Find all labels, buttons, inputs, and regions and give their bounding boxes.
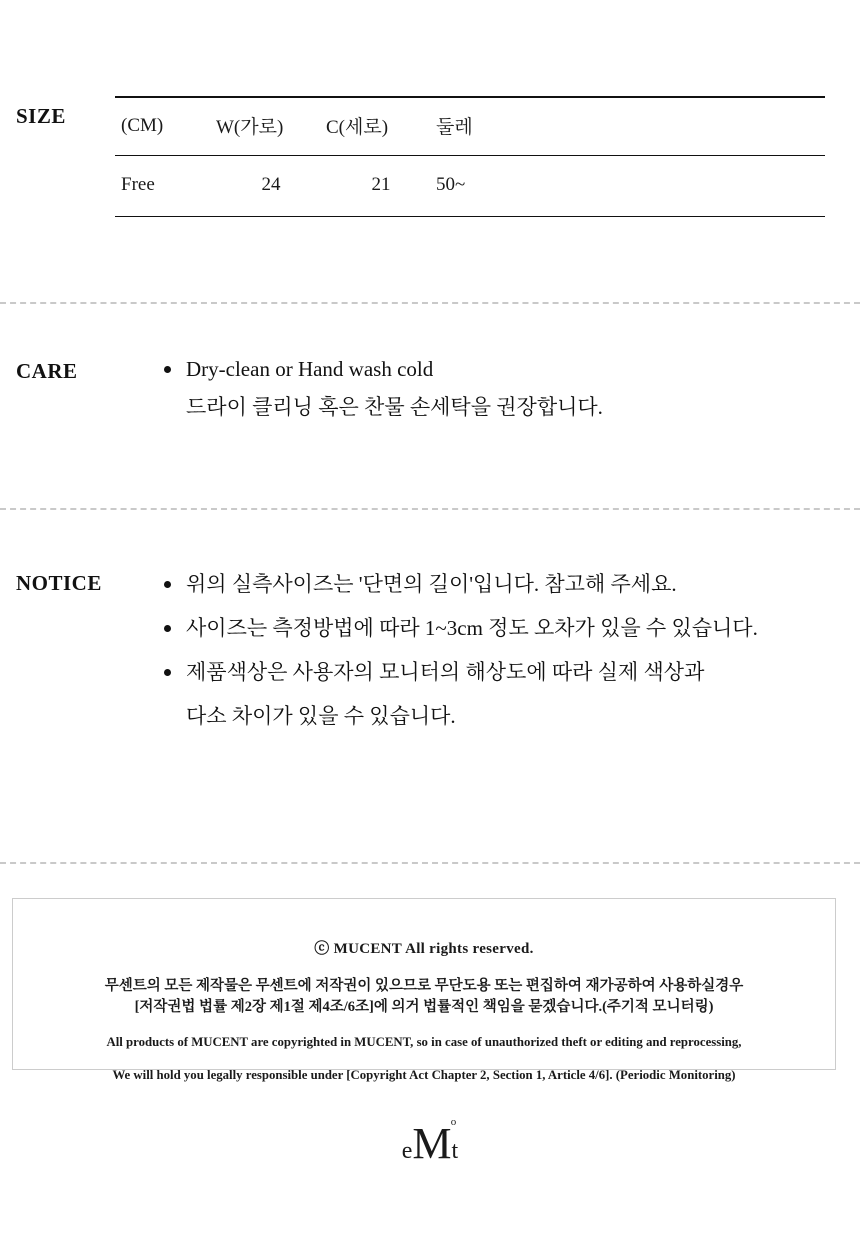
brand-logo [0,1118,860,1169]
notice-body [160,562,850,738]
section-divider-3 [0,862,860,864]
section-divider-2 [0,508,860,510]
list-item: 제품색상은 사용자의 모니터의 해상도에 따라 실제 색상과 [160,650,850,694]
size-cell-length: 21 [326,156,436,217]
notice-list [160,562,850,694]
size-header-circumference: 둘레 [436,97,825,156]
size-header-width: W(가로) [216,97,326,156]
size-header-length: C(세로) [326,97,436,156]
size-section-label: SIZE [16,104,66,128]
brand-logo-mark: o [450,1116,457,1128]
care-section-label: CARE [16,359,78,383]
list-item: 사이즈는 측정방법에 따라 1~3cm 정도 오차가 있을 수 있습니다. [160,606,850,650]
table-row [115,156,825,217]
copyright-english-line-1: All products of MUCENT are copyrighted in MUCENT, so in case of unauthorized theft or editing and reprocessing, [106,1035,742,1049]
brand-logo-inner [402,1118,458,1169]
size-table-body [115,156,825,217]
section-divider-1 [0,302,860,304]
size-cell-label: Free [115,156,216,217]
care-sub-line: 드라이 클리닝 혹은 찬물 손세탁을 권장합니다. [186,395,603,419]
list-item: 위의 실측사이즈는 '단면의 길이'입니다. 참고해 주세요. [160,562,850,606]
care-body [160,350,840,426]
copyright-title: ⓒ MUCENT All rights reserved. [314,941,534,957]
copyright-korean-line-1: 무센트의 모든 제작물은 무센트에 저작권이 있으므로 무단도용 또는 편집하여 재가공하여 사용하실경우 [104,978,744,994]
brand-logo-left: e [401,1138,413,1164]
copyright-english-line-2: We will hold you legally responsible under [Copyright Act Chapter 2, Section 1, Article 4/6]. (Periodic Monitoring) [112,1068,736,1082]
brand-logo-right: t [451,1138,459,1164]
copyright-box [12,898,836,1082]
brand-logo-center: M [412,1119,452,1168]
size-cell-circumference: 50~ [436,156,825,217]
size-cell-width: 24 [216,156,326,217]
size-table-header-row [115,97,825,156]
size-header-unit: (CM) [115,97,216,156]
notice-continuation-line: 다소 차이가 있을 수 있습니다. [186,704,456,728]
care-list [160,350,840,388]
notice-section-label: NOTICE [16,571,102,595]
size-table-head [115,97,825,156]
size-table [115,96,825,217]
copyright-korean-line-2: [저작권법 법률 제2장 제1절 제4조/6조]에 의거 법률적인 책임을 묻겠습니다.(주기적 모니터링) [134,999,714,1015]
list-item: Dry-clean or Hand wash cold [160,350,840,388]
